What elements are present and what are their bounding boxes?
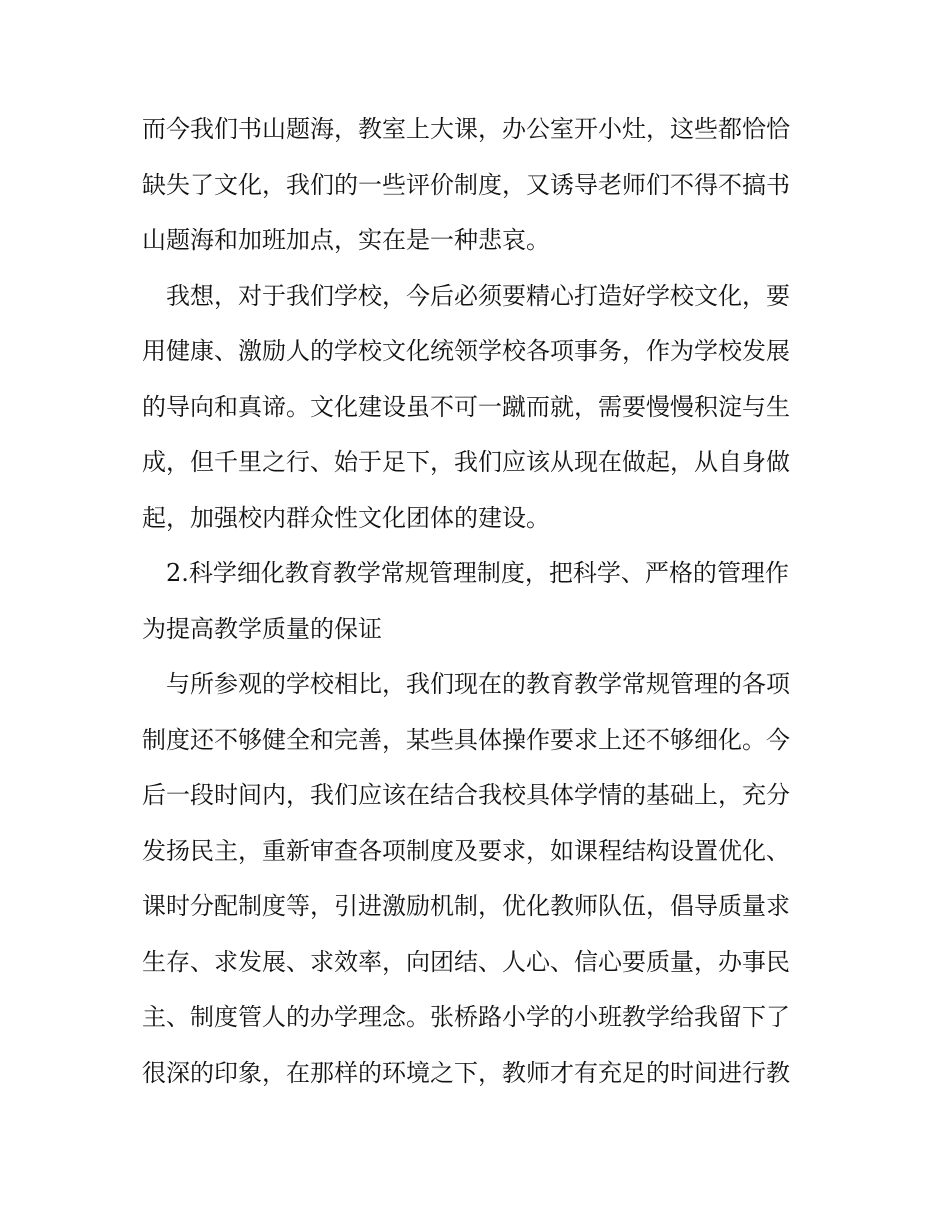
text-line: 生存、求发展、求效率，向团结、人心、信心要质量，办事民	[142, 947, 790, 976]
text-line: 很深的印象，在那样的环境之下，教师才有充足的时间进行教	[142, 1058, 790, 1087]
text-line: 我想，对于我们学校，今后必须要精心打造好学校文化，要	[166, 281, 790, 310]
text-line: 山题海和加班加点，实在是一种悲哀。	[142, 226, 550, 254]
text-line: 课时分配制度等，引进激励机制，优化教师队伍，倡导质量求	[142, 892, 790, 920]
text-line: 而今我们书山题海，教室上大课，办公室开小灶，这些都恰恰	[142, 115, 790, 143]
text-line: 发扬民主，重新审查各项制度及要求，如课程结构设置优化、	[142, 836, 790, 865]
text-line: 制度还不够健全和完善，某些具体操作要求上还不够细化。今	[142, 725, 790, 754]
paragraph-3-heading	[142, 546, 812, 657]
paragraph-2	[142, 269, 812, 547]
text-line: 的导向和真谛。文化建设虽不可一蹴而就，需要慢慢积淀与生	[142, 392, 790, 421]
text-line: 与所参观的学校相比，我们现在的教育教学常规管理的各项	[166, 670, 790, 698]
text-line: 成，但千里之行、始于足下，我们应该从现在做起，从自身做	[142, 448, 790, 476]
text-line: 2.科学细化教育教学常规管理制度，把科学、严格的管理作	[166, 559, 789, 587]
paragraph-4	[142, 657, 812, 1101]
text-line: 缺失了文化，我们的一些评价制度，又诱导老师们不得不搞书	[142, 170, 790, 199]
text-line: 起，加强校内群众性文化团体的建设。	[142, 503, 550, 532]
text-line: 用健康、激励人的学校文化统领学校各项事务，作为学校发展	[142, 337, 790, 365]
text-line: 后一段时间内，我们应该在结合我校具体学情的基础上，充分	[142, 781, 790, 809]
text-line: 主、制度管人的办学理念。张桥路小学的小班教学给我留下了	[142, 1003, 790, 1031]
document-body	[142, 102, 812, 1101]
paragraph-1	[142, 102, 812, 269]
text-line: 为提高教学质量的保证	[142, 614, 382, 643]
